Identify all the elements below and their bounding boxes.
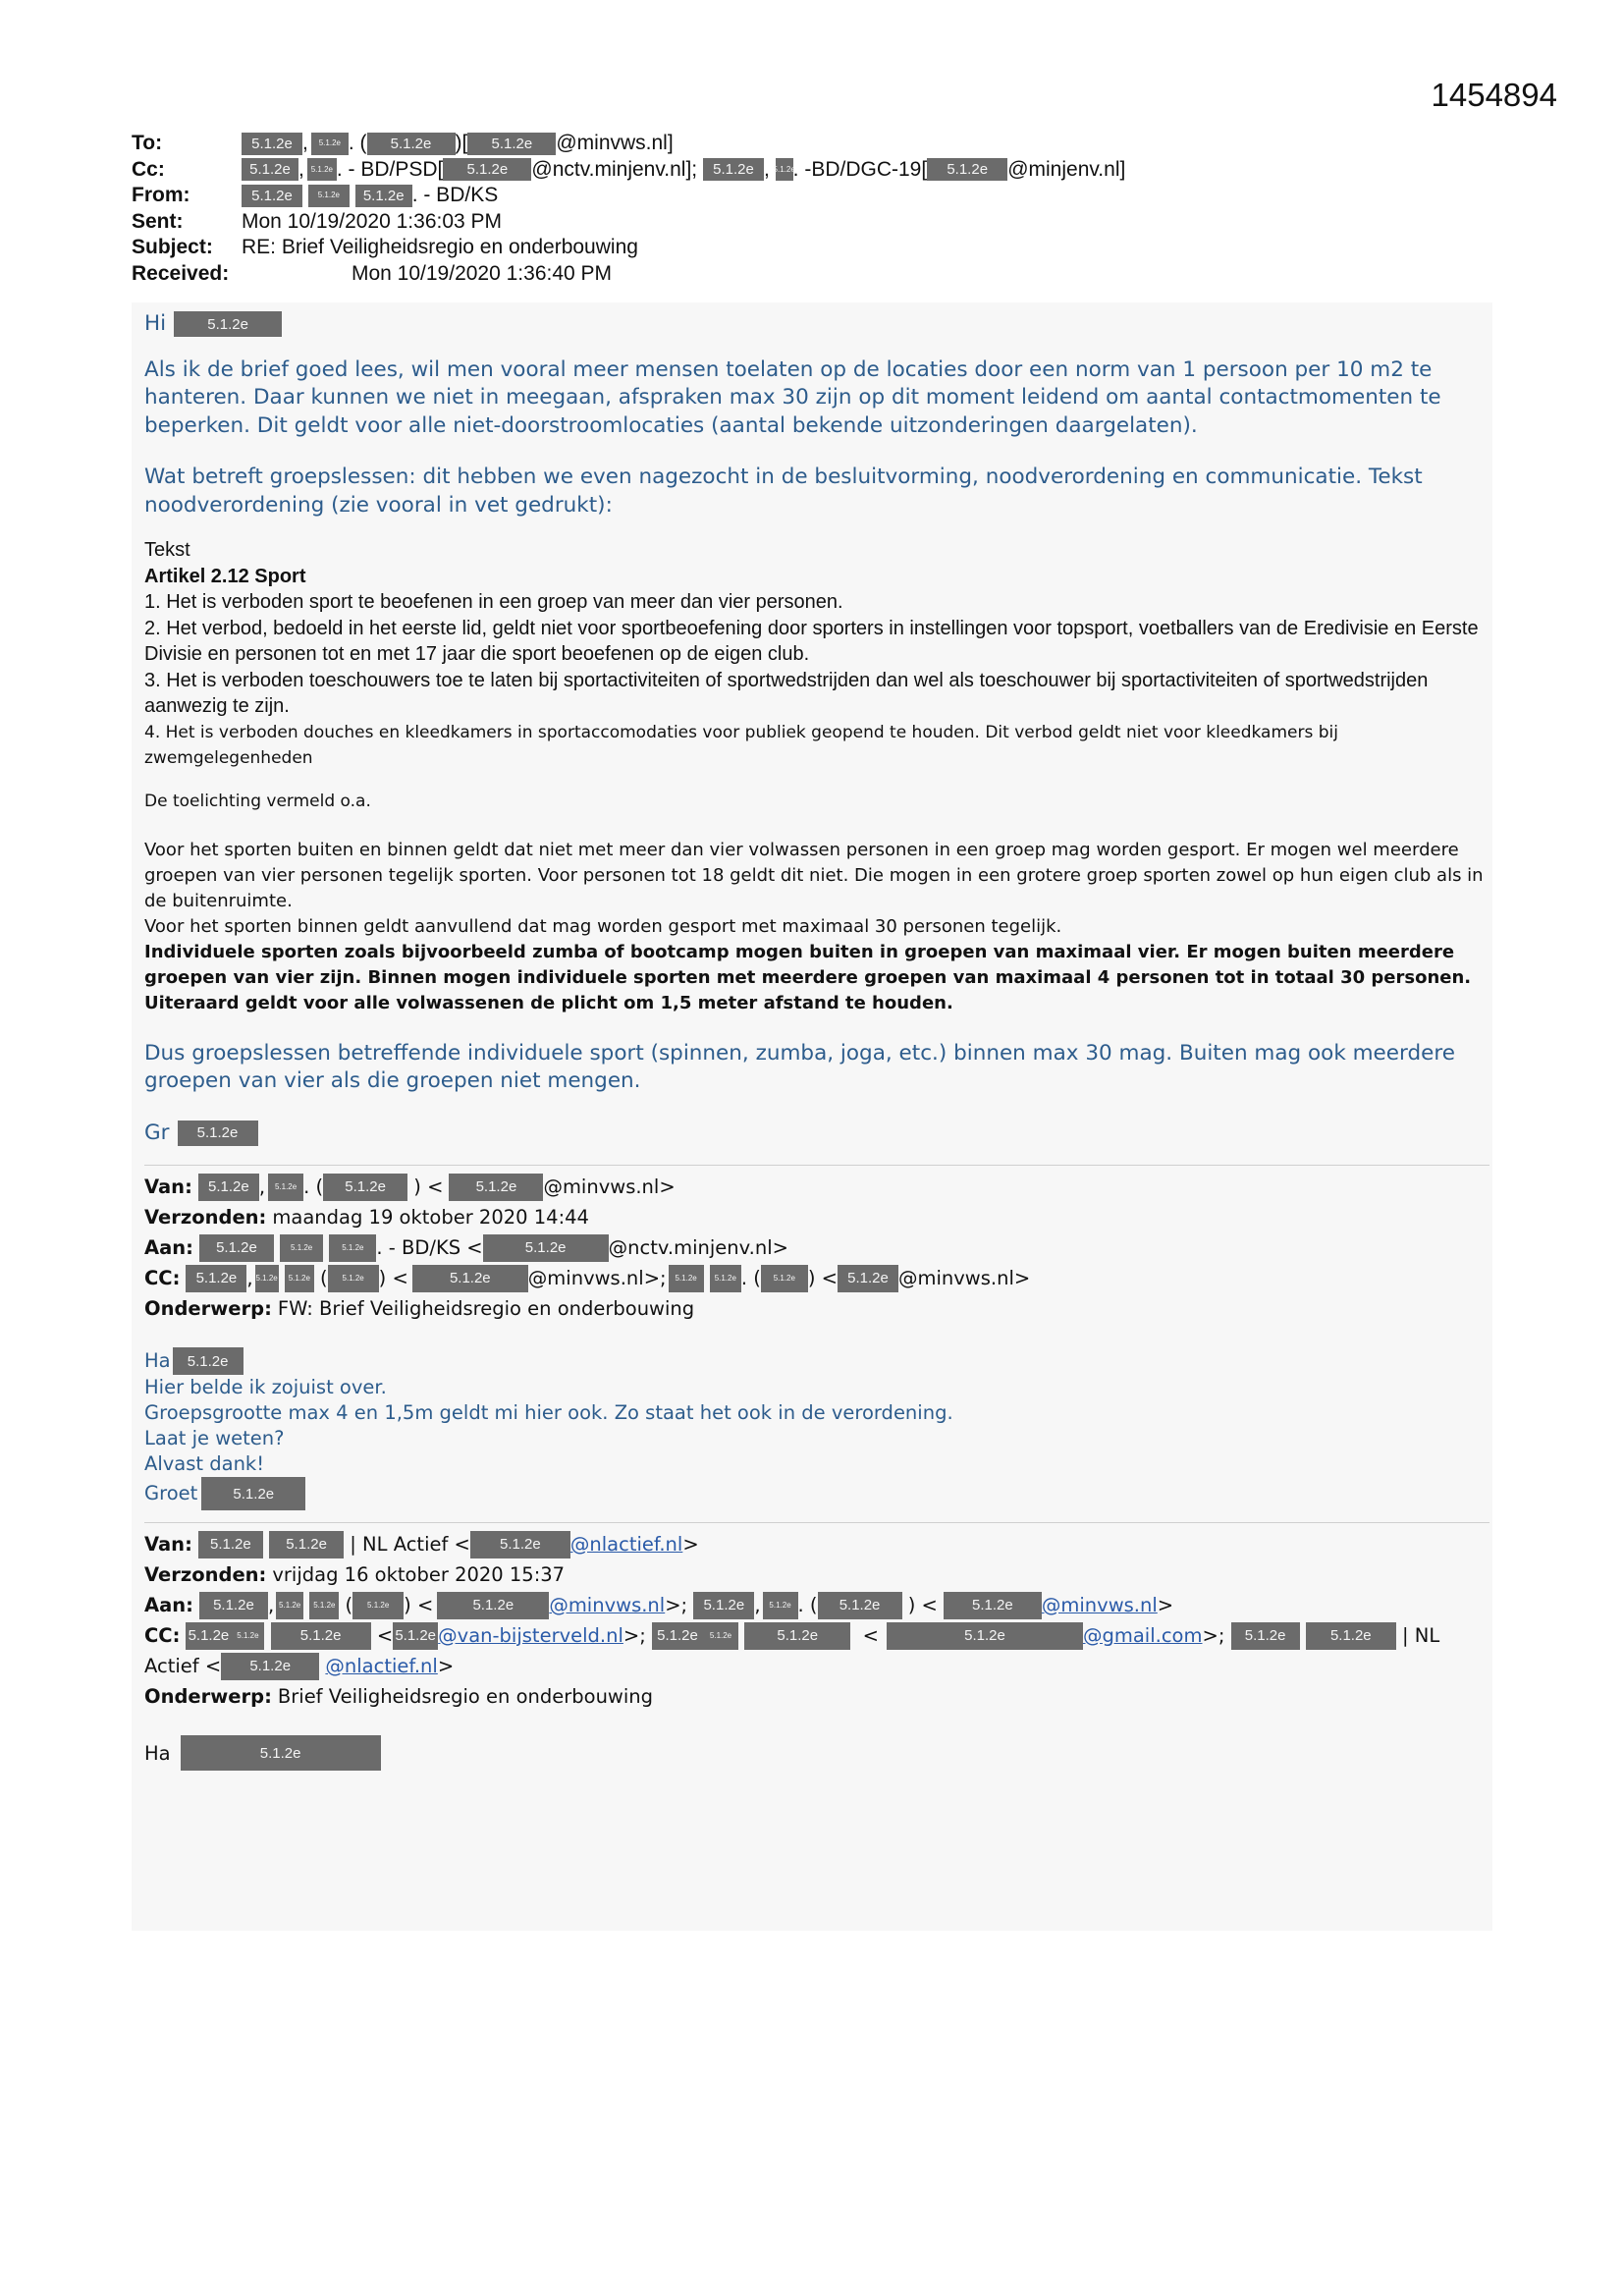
redaction-box: 5.1.2e [280,1234,323,1262]
toelichting-bold: Individuele sporten zoals bijvoorbeeld zumba of bootcamp mogen buiten in groepen van maximaal vier. Er mogen buiten meerdere groepen van vier zijn. Binnen mogen individuele sporten met meerdere groepen van maximaal 4 personen tot in totaal 30 personen. Uiteraard geldt voor alle volwassenen de plicht om 1,5 meter afstand te houden. [144,941,1472,1013]
redaction-box: 5.1.2e [307,158,337,181]
forward2-onderwerp-label: Onderwerp: [144,1685,272,1708]
redaction-box: 5.1.2e [710,1265,741,1292]
cc-row: Cc: 5.1.2e , 5.1.2e . - BD/PSD[ 5.1.2e @nctv.minjenv.nl]; 5.1.2e , 5.1.2e . -BD/DGC-19[ 5.1.2e @minjenv.nl] [132,157,1125,184]
received-row [132,261,1125,288]
toelichting-text: Voor het sporten buiten en binnen geldt dat niet met meer dan vier volwassen personen in een groep mag worden gesport. Er mogen wel meerdere groepen van vier personen tegelijk sporten. Voor personen tot 18 geldt dit niet. Die mogen in een grotere groep sporten zowel op hun eigen club als in de buitenruimte. [144,839,1484,911]
redaction-box: 5.1.2e [308,185,350,207]
redaction-box: 5.1.2e [763,1592,798,1619]
forward2-greeting: Ha [144,1741,171,1765]
forward1-cc-domain-2: @minvws.nl> [897,1267,1031,1289]
forward1-aan-domain: @nctv.minjenv.nl> [608,1236,788,1259]
redaction-box: 5.1.2e [652,1622,703,1650]
redaction-box: 5.1.2e [178,1121,258,1146]
redaction-box: 5.1.2e [268,1174,303,1201]
forward2-cc-link-2[interactable]: @gmail.com [1082,1624,1203,1647]
received-value: Mon 10/19/2020 1:36:40 PM [352,261,613,285]
cc-part1: . - BD/PSD[ [336,157,444,181]
redaction-box: 5.1.2e [887,1622,1083,1650]
redaction-box: 5.1.2e [761,1265,808,1292]
reply-paragraph-2: Wat betreft groepslessen: dit hebben we even nagezocht in de besluitvorming, noodverordening en communicatie. Tekst noodverordening (zie vooral in vet gedrukt): [144,465,1423,518]
to-domain: @minvws.nl] [556,132,674,154]
sent-value: Mon 10/19/2020 1:36:03 PM [242,209,503,233]
forward1-van-domain: @minvws.nl> [543,1175,676,1198]
redaction-box: 5.1.2e [355,185,412,207]
redaction-box: 5.1.2e [269,1531,344,1558]
redaction-box: 5.1.2e [329,1234,376,1262]
forward2-aan-link-1[interactable]: @minvws.nl [549,1594,666,1616]
cc-part2: @nctv.minjenv.nl]; [531,157,698,181]
redaction-box: 5.1.2e [443,158,531,181]
subject-row [132,235,1125,261]
reply-greeting: Hi [144,311,167,336]
redaction-box: 5.1.2e [467,133,556,155]
redaction-box: 5.1.2e [242,133,302,155]
forward2-onderwerp-value: Brief Veiligheidsregio en onderbouwing [277,1685,654,1708]
artikel-item-4: 4. Het is verboden douches en kleedkamers in sportaccomodaties voor publiek geopend te houden. Dit verbod geldt niet voor kleedkamers bij zwemgelegenheden [144,722,1338,768]
redaction-box: 5.1.2e [449,1174,543,1201]
forward2-cc-label: CC: [144,1624,181,1647]
forward1-greeting: Ha [144,1349,171,1372]
redaction-box: 5.1.2e [328,1265,379,1292]
forward1-van-label: Van: [144,1175,192,1198]
redaction-box: 5.1.2e [1231,1622,1300,1650]
artikel-item-1: 1. Het is verboden sport te beoefenen in een groep van meer dan vier personen. [144,591,843,613]
forward2-greeting-line [144,1735,1489,1771]
forward2-cc-org-2: Actief < [144,1655,222,1677]
cc-label: Cc: [132,157,165,181]
redaction-box: 5.1.2e [744,1622,850,1650]
forward2-verzonden-value: vrijdag 16 oktober 2020 15:37 [272,1563,566,1586]
redaction-box: 5.1.2e [927,158,1007,181]
redaction-box: 5.1.2e [367,133,456,155]
redaction-box: 5.1.2e [776,158,793,181]
sent-row [132,209,1125,236]
forward2-aan-label: Aan: [144,1594,193,1616]
artikel-item-2: 2. Het verbod, bedoeld in het eerste lid, geldt niet voor sportbeoefening door sporters in instellingen voor topsport, voetballers van de Eredivisie en Eerste Divisie en personen tot en met 17 jaar die sport beoefenen op de eigen club. [144,617,1479,665]
redaction-box: 5.1.2e [186,1265,246,1292]
redaction-box: 5.1.2e [352,1592,404,1619]
redaction-box: 5.1.2e [703,1622,738,1650]
forward1-aan-label: Aan: [144,1236,193,1259]
forward1-onderwerp-value: FW: Brief Veiligheidsregio en onderbouwing [277,1297,695,1320]
redaction-box: 5.1.2e [311,133,349,155]
sent-label: Sent: [132,209,184,233]
redaction-box: 5.1.2e [242,185,302,207]
redaction-box: 5.1.2e [703,158,764,181]
forward1-body [144,1347,1489,1510]
redaction-box: 5.1.2e [669,1265,704,1292]
forward2-cc-link-1[interactable]: @van-bijsterveld.nl [438,1624,623,1647]
redaction-box: 5.1.2e [437,1592,549,1619]
subject-value: RE: Brief Veiligheidsregio en onderbouwing [242,236,638,258]
redaction-box: 5.1.2e [255,1265,279,1292]
redaction-box: 5.1.2e [285,1265,314,1292]
redaction-box: 5.1.2e [174,311,282,337]
forward1-signoff: Groet [144,1482,198,1504]
to-row: To: 5.1.2e , 5.1.2e . ( 5.1.2e )[ 5.1.2e @minvws.nl] [132,131,1125,157]
forward2-van-link[interactable]: @nlactief.nl [569,1533,683,1556]
redaction-box: 5.1.2e [276,1592,303,1619]
forward1-verzonden-label: Verzonden: [144,1206,267,1229]
redaction-box: 5.1.2e [693,1592,754,1619]
redaction-box: 5.1.2e [393,1622,438,1650]
redaction-box: 5.1.2e [231,1622,264,1650]
forward2-header: Van: 5.1.2e 5.1.2e | NL Actief < 5.1.2e @nlactief.nl > Verzonden: vrijdag 16 oktober 2020 15:37 Aan: 5.1.2e , 5.1.2e 5.1.2e ( 5.1.2e ) < 5.1.2e @minvws.nl >; 5.1.2e , 5.1.2e . ( 5.1.2e ) < 5.1.2e @minvws.nl > CC: 5.1.2e 5.1.2e 5.1.2e < 5.1.2e @van-bijsterveld.nl >; 5.1.2e 5.1.2e 5.1.2e < 5.1.2e @gmail.com >; 5.1.2e 5.1.2e | NL Actief < 5.1.2e @nlactief.nl > Onderwerp: Brief Veiligheidsregio en onderbouwing [144,1529,1489,1712]
forward2-aan-link-2[interactable]: @minvws.nl [1041,1594,1158,1616]
from-suffix: . - BD/KS [411,184,499,206]
redaction-box: 5.1.2e [271,1622,371,1650]
redaction-box: 5.1.2e [309,1592,339,1619]
reply-greeting-line [144,310,1489,339]
forward1-verzonden-value: maandag 19 oktober 2020 14:44 [272,1206,589,1229]
artikel-item-3: 3. Het is verboden toeschouwers toe te laten bij sportactiviteiten of sportwedstrijden dan wel als toeschouwer bij sportactiviteiten of sportwedstrijden aanwezig te zijn. [144,669,1429,717]
forward1-line-4: Alvast dank! [144,1452,265,1475]
redaction-box: 5.1.2e [173,1347,244,1375]
forward2-van-org: | NL Actief < [350,1533,470,1556]
forward2-verzonden-label: Verzonden: [144,1563,267,1586]
document-number: 1454894 [1431,77,1557,113]
toelichting-label: De toelichting vermeld o.a. [144,791,371,811]
redaction-box: 5.1.2e [181,1735,381,1771]
redaction-box: 5.1.2e [470,1531,570,1558]
toelichting-text-2: Voor het sporten binnen geldt aanvullend dat mag worden gesport met maximaal 30 personen tegelijk. [144,915,1062,937]
redaction-box: 5.1.2e [199,1234,274,1262]
forward1-line-2: Groepsgrootte max 4 en 1,5m geldt mi hier ook. Zo staat het ook in de verordening. [144,1401,953,1424]
forward1-cc-label: CC: [144,1267,181,1289]
redaction-box: 5.1.2e [221,1653,319,1680]
forward2-cc-org: | NL [1402,1624,1440,1647]
artikel-title: Artikel 2.12 Sport [144,565,306,587]
forward1-line-3: Laat je weten? [144,1427,285,1449]
forward2-cc-link-3[interactable]: @nlactief.nl [325,1655,438,1677]
redaction-box: 5.1.2e [201,1477,305,1510]
reply-signoff: Gr [144,1120,170,1145]
subject-label: Subject: [132,236,213,258]
received-label: Received: [132,261,230,285]
forward1-line-1: Hier belde ik zojuist over. [144,1376,387,1398]
redaction-box: 5.1.2e [198,1531,263,1558]
redaction-box: 5.1.2e [323,1174,407,1201]
cc-part3: . -BD/DGC-19[ [792,157,928,181]
redaction-box: 5.1.2e [198,1174,259,1201]
to-label: To: [132,132,163,154]
redaction-box: 5.1.2e [1306,1622,1396,1650]
from-row [132,183,1125,209]
forward1-header: Van: 5.1.2e , 5.1.2e . ( 5.1.2e ) < 5.1.2e @minvws.nl> Verzonden: maandag 19 oktober 2020 14:44 Aan: 5.1.2e 5.1.2e 5.1.2e . - BD/KS < 5.1.2e @nctv.minjenv.nl> CC: 5.1.2e , 5.1.2e 5.1.2e ( 5.1.2e ) < 5.1.2e @minvws.nl>; 5.1.2e 5.1.2e . ( 5.1.2e ) < 5.1.2e @minvws.nl> Onderwerp: FW: Brief Veiligheidsregio en onderbouwing [144,1172,1489,1324]
reply-conclusion: Dus groepslessen betreffende individuele sport (spinnen, zumba, joga, etc.) binnen max 30 mag. Buiten mag ook meerdere groepen van vier als die groepen niet mengen. [144,1040,1455,1093]
email-header [132,131,1125,287]
forward1-onderwerp-label: Onderwerp: [144,1297,272,1320]
redaction-box: 5.1.2e [818,1592,902,1619]
redaction-box: 5.1.2e [186,1622,231,1650]
redaction-box: 5.1.2e [242,158,298,181]
reply-paragraph-1: Als ik de brief goed lees, wil men vooral meer mensen toelaten op de locaties door een norm van 1 persoon per 10 m2 te hanteren. Daar kunnen we niet in meegaan, afspraken max 30 zijn op dit moment leidend om aantal contactmomenten te beperken. Dit geldt voor alle niet-doorstroomlocaties (aantal bekende uitzonderingen daargelaten). [144,356,1441,438]
cc-part4: @minjenv.nl] [1007,157,1126,181]
redaction-box: 5.1.2e [944,1592,1042,1619]
forward2-van-label: Van: [144,1533,192,1556]
forward1-cc-domain-1: @minvws.nl>; [527,1267,667,1289]
redaction-box: 5.1.2e [412,1265,528,1292]
from-label: From: [132,184,190,206]
message-content [144,310,1489,1771]
forward1-aan-suffix: . - BD/KS < [376,1236,483,1259]
redaction-box: 5.1.2e [199,1592,268,1619]
reply-signoff-line [144,1120,1489,1148]
redaction-box: 5.1.2e [483,1234,609,1262]
redaction-box: 5.1.2e [838,1265,898,1292]
tekst-label: Tekst [144,539,190,561]
